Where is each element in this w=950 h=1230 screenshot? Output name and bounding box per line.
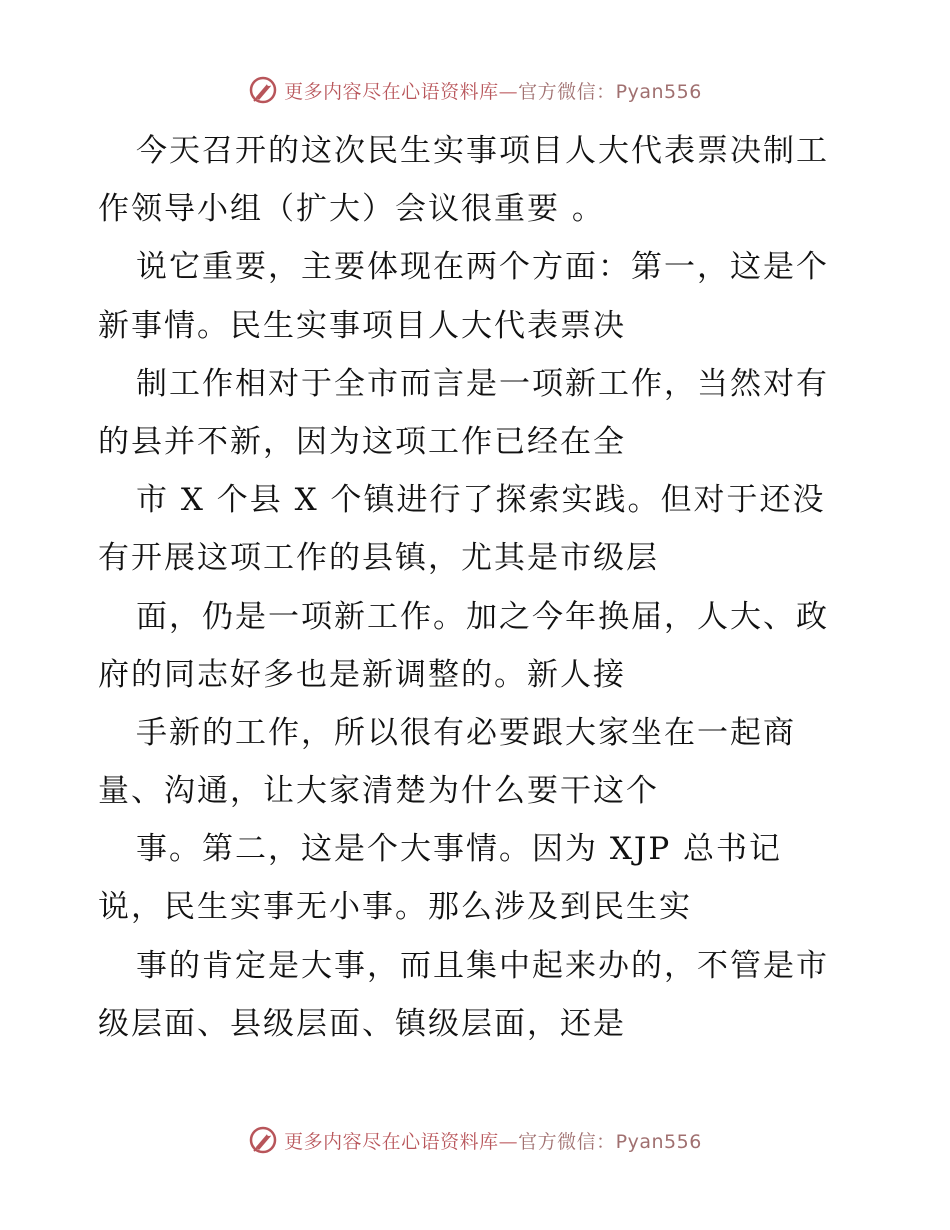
quill-pen-logo-icon [248,1125,278,1155]
body-line: 今天召开的这次民生实事项目人大代表票决制工 [136,133,829,169]
body-line: 说，民生实事无小事。那么涉及到民生实 [98,889,692,926]
header-watermark-text [284,77,702,104]
header-watermark-dash: — [498,80,519,103]
body-line: 府的同志好多也是新调整的。新人接 [98,656,626,693]
body-line: 有开展这项工作的县镇，尤其是市级层 [98,540,659,577]
footer-watermark-banner [0,1120,950,1160]
document-body [98,122,858,1053]
body-line: 量、沟通，让大家清楚为什么要干这个 [98,773,659,810]
body-line: 事。第二，这是个大事情。因为 XJP 总书记 [136,831,783,868]
footer-watermark-contact: 官方微信：Pyan556 [518,1130,702,1153]
body-line: 的县并不新，因为这项工作已经在全 [98,423,626,460]
body-line: 面，仍是一项新工作。加之今年换届，人大、政 [136,598,829,635]
body-line: 制工作相对于全市而言是一项新工作，当然对有 [136,365,829,402]
body-line: 说它重要，主要体现在两个方面：第一，这是个 [136,249,829,286]
footer-watermark-main: 更多内容尽在心语资料库 [284,1130,499,1153]
body-line: 新事情。民生实事项目人大代表票决 [98,307,626,344]
footer-watermark-text [284,1127,702,1154]
header-watermark-contact: 官方微信：Pyan556 [518,80,702,103]
body-line: 市 X 个县 X 个镇进行了探索实践。但对于还没 [136,482,826,519]
quill-pen-logo-icon [248,75,278,105]
footer-watermark-dash: — [498,1130,519,1153]
header-watermark-banner [0,70,950,110]
body-line: 级层面、县级层面、镇级层面，还是 [98,1005,626,1042]
header-watermark-main: 更多内容尽在心语资料库 [284,80,499,103]
body-line: 手新的工作，所以很有必要跟大家坐在一起商 [136,714,796,751]
body-line: 作领导小组（扩大）会议很重要 。 [98,191,605,228]
body-line: 事的肯定是大事，而且集中起来办的，不管是市 [136,947,829,984]
